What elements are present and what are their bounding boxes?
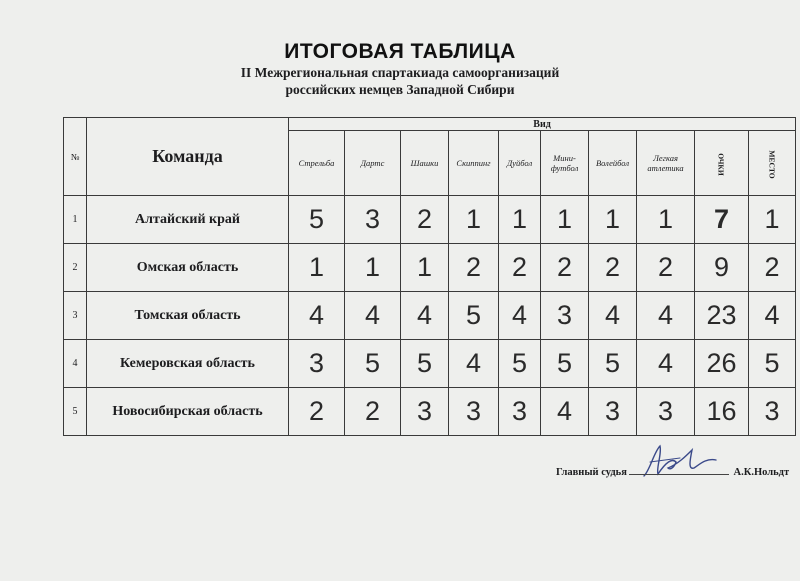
row-points: 9: [695, 244, 749, 292]
row-score: 2: [401, 196, 449, 244]
row-score: 4: [345, 292, 401, 340]
header-sport: Мини-футбол: [541, 131, 589, 196]
row-score: 4: [449, 340, 499, 388]
row-score: 5: [345, 340, 401, 388]
row-num: 5: [64, 388, 87, 436]
row-score: 1: [541, 196, 589, 244]
row-place: 1: [749, 196, 796, 244]
row-score: 2: [345, 388, 401, 436]
row-score: 3: [401, 388, 449, 436]
row-score: 3: [541, 292, 589, 340]
row-points: 26: [695, 340, 749, 388]
table-header-row-1: [64, 118, 796, 131]
row-score: 4: [637, 292, 695, 340]
table-body: [64, 196, 796, 436]
row-score: 3: [589, 388, 637, 436]
row-score: 2: [589, 244, 637, 292]
results-table: [63, 117, 796, 436]
document-title: ИТОГОВАЯ ТАБЛИЦА: [284, 40, 516, 63]
row-num: 1: [64, 196, 87, 244]
row-score: 5: [289, 196, 345, 244]
header-team: Команда: [87, 118, 289, 196]
row-team: Новосибирская область: [87, 388, 289, 436]
row-score: 3: [345, 196, 401, 244]
header-group: Вид: [289, 118, 796, 131]
row-score: 1: [345, 244, 401, 292]
header-sport: Волейбол: [589, 131, 637, 196]
header-place: [749, 131, 796, 196]
row-score: 1: [637, 196, 695, 244]
row-score: 4: [541, 388, 589, 436]
row-score: 2: [541, 244, 589, 292]
row-score: 5: [449, 292, 499, 340]
row-score: 3: [289, 340, 345, 388]
row-score: 5: [499, 340, 541, 388]
row-score: 5: [401, 340, 449, 388]
row-score: 5: [541, 340, 589, 388]
header-sport: Шашки: [401, 131, 449, 196]
table-row: [64, 196, 796, 244]
row-score: 2: [499, 244, 541, 292]
row-score: 1: [289, 244, 345, 292]
document-subtitle-line1: II Межрегиональная спартакиада самоорганизаций: [240, 65, 560, 80]
header-place-label: МЕСТО: [767, 150, 777, 179]
table-row: [64, 244, 796, 292]
row-team: Томская область: [87, 292, 289, 340]
row-team: Омская область: [87, 244, 289, 292]
row-score: 4: [401, 292, 449, 340]
row-place: 2: [749, 244, 796, 292]
row-score: 1: [401, 244, 449, 292]
judge-label: Главный судья: [556, 467, 627, 478]
row-score: 3: [637, 388, 695, 436]
header-points: [695, 131, 749, 196]
row-num: 2: [64, 244, 87, 292]
header-sport: Стрельба: [289, 131, 345, 196]
table-row: [64, 292, 796, 340]
table-row: [64, 388, 796, 436]
row-score: 1: [499, 196, 541, 244]
row-points: 16: [695, 388, 749, 436]
table-row: [64, 340, 796, 388]
header-sport: Дуйбол: [499, 131, 541, 196]
row-score: 1: [449, 196, 499, 244]
row-num: 4: [64, 340, 87, 388]
row-num: 3: [64, 292, 87, 340]
header-num: №: [64, 118, 87, 196]
row-place: 4: [749, 292, 796, 340]
header-sport: Легкая атлетика: [637, 131, 695, 196]
judge-name: А.К.Нольдт: [733, 467, 790, 478]
judge-footer: [556, 464, 789, 478]
row-place: 5: [749, 340, 796, 388]
document-header: [0, 40, 800, 98]
signature-line: [629, 464, 729, 475]
row-score: 2: [289, 388, 345, 436]
row-team: Алтайский край: [87, 196, 289, 244]
document-subtitle-line2: российских немцев Западной Сибири: [285, 82, 515, 97]
row-score: 3: [499, 388, 541, 436]
row-score: 1: [589, 196, 637, 244]
row-score: 2: [637, 244, 695, 292]
row-team: Кемеровская область: [87, 340, 289, 388]
row-score: 2: [449, 244, 499, 292]
header-sport: Скиппинг: [449, 131, 499, 196]
row-score: 4: [637, 340, 695, 388]
row-points: 23: [695, 292, 749, 340]
row-score: 5: [589, 340, 637, 388]
row-points: 7: [695, 196, 749, 244]
row-score: 3: [449, 388, 499, 436]
row-score: 4: [289, 292, 345, 340]
row-place: 3: [749, 388, 796, 436]
header-sport: Дартс: [345, 131, 401, 196]
row-score: 4: [589, 292, 637, 340]
header-points-label: ОЧКИ: [717, 153, 726, 176]
row-score: 4: [499, 292, 541, 340]
